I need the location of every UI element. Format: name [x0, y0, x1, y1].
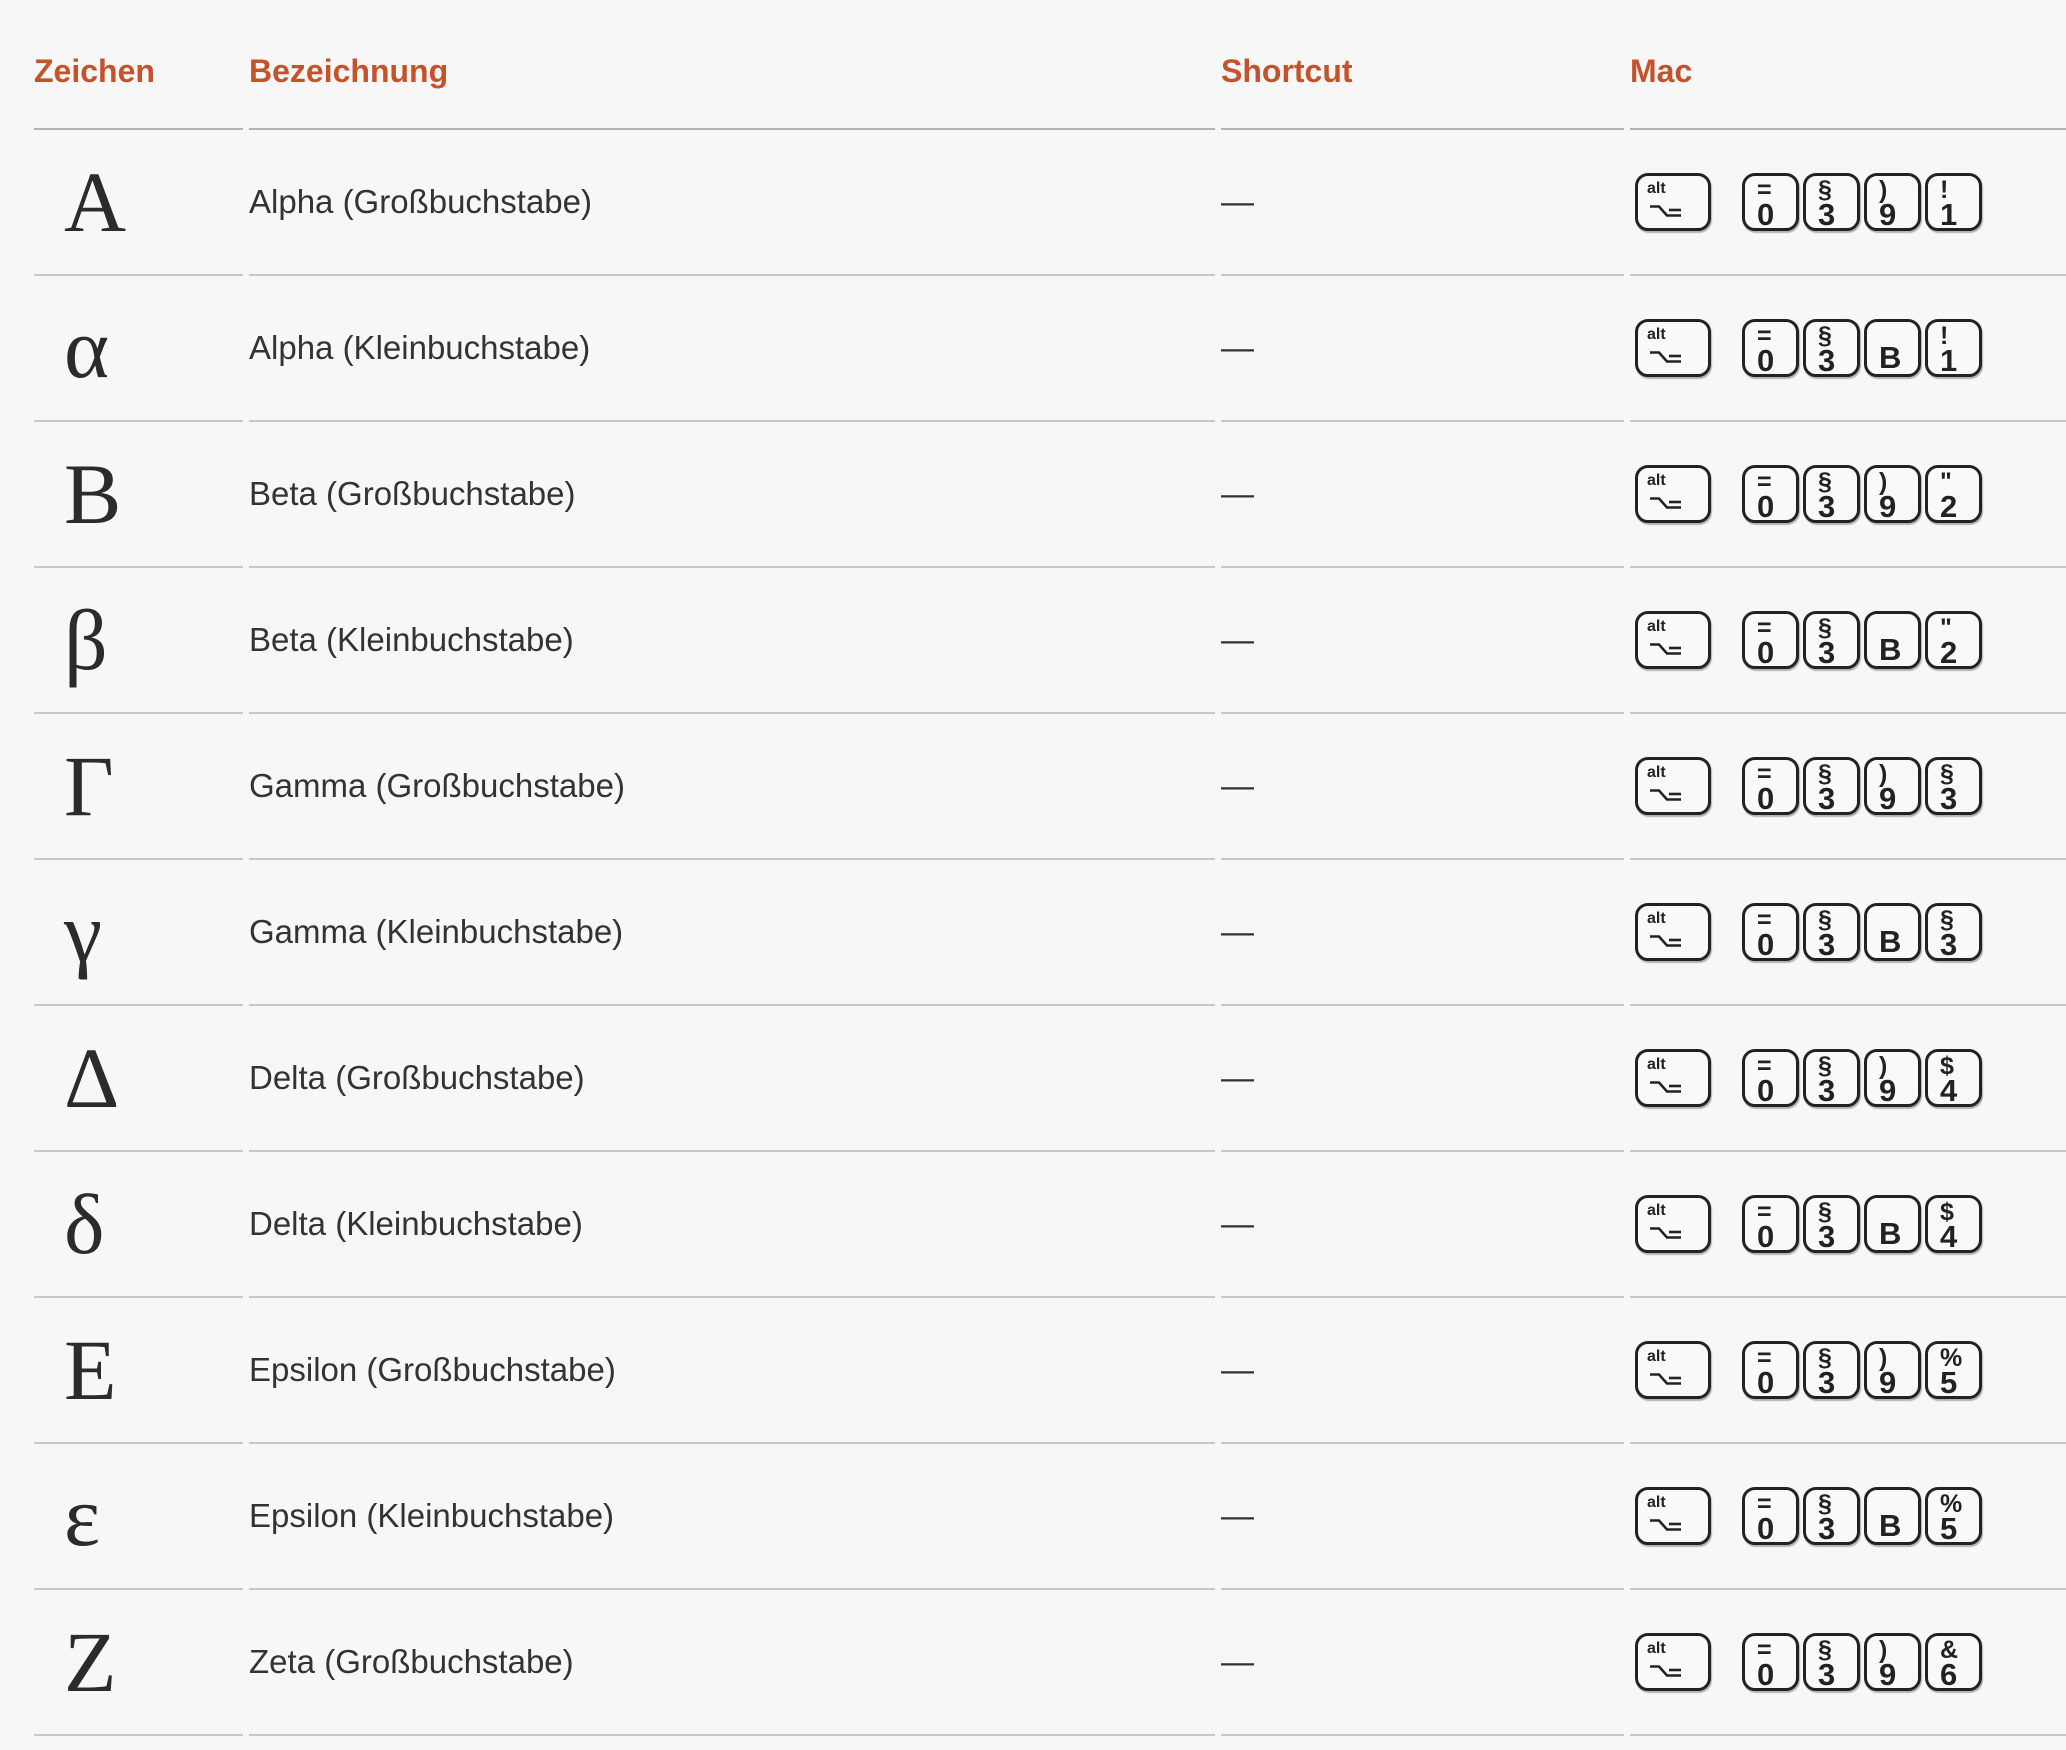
- keycap-shift-symbol: $: [1940, 1198, 1954, 1226]
- keycap-shift-symbol: =: [1757, 760, 1772, 788]
- letter-name-cell: Gamma (Großbuchstabe): [249, 714, 1215, 860]
- keycap: [1803, 1341, 1860, 1399]
- keycap-main-symbol: 1: [1940, 197, 1958, 232]
- alt-key: [1635, 173, 1711, 231]
- greek-letter-cell: Ε: [34, 1298, 243, 1444]
- greek-shortcuts-table: [28, 0, 2066, 1736]
- option-key-icon: [1648, 640, 1682, 658]
- keycap-shift-symbol: §: [1818, 1636, 1832, 1664]
- keycap: [1925, 1487, 1982, 1545]
- keycap-shift-symbol: §: [1818, 1344, 1832, 1372]
- option-key-icon: [1648, 786, 1682, 804]
- keycap-shift-symbol: ): [1879, 1344, 1888, 1372]
- keycap-shift-symbol: =: [1757, 1344, 1772, 1372]
- alt-key-label: alt: [1647, 1494, 1666, 1511]
- keycap: [1925, 1633, 1982, 1691]
- mac-shortcut-cell: [1630, 1006, 2066, 1152]
- keycap: [1803, 319, 1860, 377]
- keycap-shift-symbol: =: [1757, 1636, 1772, 1664]
- keycap: [1803, 173, 1860, 231]
- shortcut-cell: —: [1221, 130, 1624, 276]
- col-header-bezeichnung: Bezeichnung: [249, 0, 1215, 130]
- greek-letter-cell: α: [34, 276, 243, 422]
- keycap-main-symbol: 2: [1940, 489, 1958, 524]
- table-row: [34, 1444, 2066, 1590]
- keycap: [1864, 611, 1921, 669]
- mac-shortcut-cell: [1630, 568, 2066, 714]
- keycap: [1925, 1049, 1982, 1107]
- keycap: [1864, 1487, 1921, 1545]
- keycap: [1803, 1487, 1860, 1545]
- keycap: [1864, 1195, 1921, 1253]
- mac-shortcut-cell: [1630, 714, 2066, 860]
- keycap-shift-symbol: §: [1940, 906, 1954, 934]
- keycap-shift-symbol: §: [1818, 468, 1832, 496]
- keycap: [1925, 903, 1982, 961]
- keycap-main-symbol: 0: [1757, 1073, 1775, 1108]
- keycap-main-symbol: 3: [1818, 489, 1836, 524]
- alt-key-label: alt: [1647, 326, 1666, 343]
- mac-key-sequence: [1635, 319, 2066, 377]
- keycap: [1925, 319, 1982, 377]
- keycap-main-symbol: 3: [1818, 635, 1836, 670]
- alt-key-label: alt: [1647, 180, 1666, 197]
- table-row: [34, 1590, 2066, 1736]
- alt-key: [1635, 465, 1711, 523]
- keycap-main-symbol: B: [1879, 1508, 1902, 1543]
- option-key-icon: [1648, 348, 1682, 366]
- keycap-shift-symbol: §: [1818, 1198, 1832, 1226]
- keycap-shift-symbol: =: [1757, 176, 1772, 204]
- keycap-main-symbol: B: [1879, 1216, 1902, 1251]
- mac-key-sequence: [1635, 1633, 2066, 1691]
- keycap-main-symbol: 9: [1879, 489, 1897, 524]
- keycap-shift-symbol: §: [1818, 176, 1832, 204]
- keycap: [1742, 173, 1799, 231]
- keycap-main-symbol: 0: [1757, 1511, 1775, 1546]
- shortcut-cell: —: [1221, 1006, 1624, 1152]
- keycap-main-symbol: 0: [1757, 197, 1775, 232]
- col-header-shortcut: Shortcut: [1221, 0, 1624, 130]
- keycap-main-symbol: 1: [1940, 343, 1958, 378]
- shortcut-cell: —: [1221, 714, 1624, 860]
- greek-letter-cell: β: [34, 568, 243, 714]
- mac-shortcut-cell: [1630, 860, 2066, 1006]
- keycap: [1742, 1341, 1799, 1399]
- keycap-shift-symbol: ": [1940, 468, 1952, 496]
- alt-key: [1635, 1633, 1711, 1691]
- letter-name-cell: Delta (Großbuchstabe): [249, 1006, 1215, 1152]
- option-key-icon: [1648, 1078, 1682, 1096]
- keycap-main-symbol: 3: [1818, 781, 1836, 816]
- keycap-shift-symbol: ): [1879, 1052, 1888, 1080]
- keycap: [1803, 465, 1860, 523]
- keycap: [1742, 757, 1799, 815]
- keycap-shift-symbol: $: [1940, 1052, 1954, 1080]
- option-key-icon: [1648, 1516, 1682, 1534]
- greek-letter-cell: Β: [34, 422, 243, 568]
- mac-key-sequence: [1635, 1049, 2066, 1107]
- keycap: [1742, 903, 1799, 961]
- keycap: [1864, 1049, 1921, 1107]
- alt-key-label: alt: [1647, 1348, 1666, 1365]
- keycap-main-symbol: 0: [1757, 343, 1775, 378]
- keycap-main-symbol: 3: [1940, 781, 1958, 816]
- keycap: [1864, 173, 1921, 231]
- keycap-main-symbol: 0: [1757, 1365, 1775, 1400]
- keycap-shift-symbol: =: [1757, 468, 1772, 496]
- keycap-main-symbol: B: [1879, 340, 1902, 375]
- keycap: [1742, 465, 1799, 523]
- keycap-main-symbol: 0: [1757, 1657, 1775, 1692]
- keycap-main-symbol: 2: [1940, 635, 1958, 670]
- keycap-main-symbol: 3: [1818, 197, 1836, 232]
- keycap: [1925, 1195, 1982, 1253]
- greek-letter-cell: Α: [34, 130, 243, 276]
- keycap-main-symbol: 9: [1879, 197, 1897, 232]
- mac-shortcut-cell: [1630, 276, 2066, 422]
- mac-key-sequence: [1635, 903, 2066, 961]
- greek-letter-cell: Γ: [34, 714, 243, 860]
- keycap-shift-symbol: =: [1757, 906, 1772, 934]
- alt-key-label: alt: [1647, 618, 1666, 635]
- keycap: [1742, 319, 1799, 377]
- mac-key-sequence: [1635, 1341, 2066, 1399]
- table-row: [34, 422, 2066, 568]
- keycap: [1742, 1049, 1799, 1107]
- keycap-shift-symbol: §: [1818, 1052, 1832, 1080]
- keycap: [1925, 611, 1982, 669]
- keycap: [1925, 173, 1982, 231]
- keycap-main-symbol: 6: [1940, 1657, 1958, 1692]
- mac-shortcut-cell: [1630, 130, 2066, 276]
- keycap: [1864, 903, 1921, 961]
- mac-key-sequence: [1635, 1487, 2066, 1545]
- alt-key-label: alt: [1647, 1056, 1666, 1073]
- shortcut-cell: —: [1221, 1590, 1624, 1736]
- option-key-icon: [1648, 1224, 1682, 1242]
- mac-key-sequence: [1635, 465, 2066, 523]
- alt-key: [1635, 757, 1711, 815]
- keycap: [1925, 1341, 1982, 1399]
- keycap-shift-symbol: ): [1879, 1636, 1888, 1664]
- shortcut-cell: —: [1221, 1298, 1624, 1444]
- keycap: [1803, 1049, 1860, 1107]
- shortcut-cell: —: [1221, 1152, 1624, 1298]
- option-key-icon: [1648, 1662, 1682, 1680]
- alt-key-label: alt: [1647, 1640, 1666, 1657]
- shortcut-cell: —: [1221, 568, 1624, 714]
- greek-letter-cell: δ: [34, 1152, 243, 1298]
- mac-key-sequence: [1635, 611, 2066, 669]
- alt-key-label: alt: [1647, 472, 1666, 489]
- keycap-shift-symbol: &: [1940, 1636, 1959, 1664]
- keycap-main-symbol: 3: [1818, 1219, 1836, 1254]
- keycap-shift-symbol: %: [1940, 1344, 1963, 1372]
- letter-name-cell: Alpha (Großbuchstabe): [249, 130, 1215, 276]
- keycap-main-symbol: 0: [1757, 1219, 1775, 1254]
- keycap: [1742, 1633, 1799, 1691]
- shortcut-cell: —: [1221, 276, 1624, 422]
- table-row: [34, 568, 2066, 714]
- keycap-main-symbol: 3: [1818, 1511, 1836, 1546]
- greek-letter-cell: Δ: [34, 1006, 243, 1152]
- table-row: [34, 130, 2066, 276]
- keycap-main-symbol: 4: [1940, 1073, 1958, 1108]
- keycap-main-symbol: 3: [1818, 1365, 1836, 1400]
- alt-key: [1635, 1195, 1711, 1253]
- keycap: [1742, 611, 1799, 669]
- option-key-icon: [1648, 202, 1682, 220]
- mac-shortcut-cell: [1630, 1590, 2066, 1736]
- letter-name-cell: Beta (Großbuchstabe): [249, 422, 1215, 568]
- table-row: [34, 714, 2066, 860]
- keycap: [1803, 611, 1860, 669]
- keycap-shift-symbol: ): [1879, 176, 1888, 204]
- keycap-main-symbol: 0: [1757, 927, 1775, 962]
- keycap-main-symbol: 5: [1940, 1511, 1958, 1546]
- keycap: [1864, 319, 1921, 377]
- mac-shortcut-cell: [1630, 1444, 2066, 1590]
- shortcut-cell: —: [1221, 422, 1624, 568]
- keycap: [1803, 757, 1860, 815]
- keycap-shift-symbol: =: [1757, 322, 1772, 350]
- alt-key-label: alt: [1647, 1202, 1666, 1219]
- keycap: [1742, 1195, 1799, 1253]
- keycap: [1803, 903, 1860, 961]
- keycap-main-symbol: 0: [1757, 489, 1775, 524]
- header-row: [34, 0, 2066, 130]
- greek-letter-cell: γ: [34, 860, 243, 1006]
- letter-name-cell: Gamma (Kleinbuchstabe): [249, 860, 1215, 1006]
- alt-key: [1635, 319, 1711, 377]
- mac-key-sequence: [1635, 173, 2066, 231]
- keycap-main-symbol: 9: [1879, 781, 1897, 816]
- keycap-main-symbol: 0: [1757, 635, 1775, 670]
- keycap: [1803, 1633, 1860, 1691]
- alt-key: [1635, 611, 1711, 669]
- keycap-main-symbol: 4: [1940, 1219, 1958, 1254]
- letter-name-cell: Alpha (Kleinbuchstabe): [249, 276, 1215, 422]
- option-key-icon: [1648, 494, 1682, 512]
- alt-key: [1635, 1049, 1711, 1107]
- table-row: [34, 1006, 2066, 1152]
- keycap-shift-symbol: §: [1818, 1490, 1832, 1518]
- keycap-shift-symbol: !: [1940, 176, 1949, 204]
- keycap-shift-symbol: !: [1940, 322, 1949, 350]
- letter-name-cell: Epsilon (Großbuchstabe): [249, 1298, 1215, 1444]
- shortcut-cell: —: [1221, 1444, 1624, 1590]
- keycap-main-symbol: 9: [1879, 1365, 1897, 1400]
- keycap-shift-symbol: %: [1940, 1490, 1963, 1518]
- keycap-main-symbol: 3: [1818, 1657, 1836, 1692]
- alt-key-label: alt: [1647, 910, 1666, 927]
- keycap: [1925, 757, 1982, 815]
- keycap-main-symbol: 9: [1879, 1657, 1897, 1692]
- keycap-shift-symbol: =: [1757, 1052, 1772, 1080]
- alt-key: [1635, 1487, 1711, 1545]
- keycap-main-symbol: B: [1879, 632, 1902, 667]
- shortcut-cell: —: [1221, 860, 1624, 1006]
- option-key-icon: [1648, 1370, 1682, 1388]
- option-key-icon: [1648, 932, 1682, 950]
- keycap-shift-symbol: §: [1818, 322, 1832, 350]
- col-header-mac: Mac: [1630, 0, 2066, 130]
- keycap: [1864, 1633, 1921, 1691]
- keycap: [1925, 465, 1982, 523]
- table-row: [34, 860, 2066, 1006]
- greek-letter-cell: Ζ: [34, 1590, 243, 1736]
- table-body: [34, 130, 2066, 1736]
- col-header-zeichen: Zeichen: [34, 0, 243, 130]
- keycap-main-symbol: 5: [1940, 1365, 1958, 1400]
- greek-letter-cell: ε: [34, 1444, 243, 1590]
- keycap-shift-symbol: =: [1757, 614, 1772, 642]
- keycap-main-symbol: 9: [1879, 1073, 1897, 1108]
- keycap: [1864, 757, 1921, 815]
- keycap: [1864, 1341, 1921, 1399]
- keycap-shift-symbol: §: [1818, 906, 1832, 934]
- table-row: [34, 1298, 2066, 1444]
- keycap-shift-symbol: ): [1879, 760, 1888, 788]
- keycap-main-symbol: 3: [1940, 927, 1958, 962]
- keycap-main-symbol: B: [1879, 924, 1902, 959]
- keycap-main-symbol: 3: [1818, 343, 1836, 378]
- alt-key-label: alt: [1647, 764, 1666, 781]
- mac-shortcut-cell: [1630, 1152, 2066, 1298]
- keycap: [1864, 465, 1921, 523]
- alt-key: [1635, 1341, 1711, 1399]
- keycap-main-symbol: 3: [1818, 1073, 1836, 1108]
- keycap-shift-symbol: §: [1818, 614, 1832, 642]
- keycap-shift-symbol: =: [1757, 1198, 1772, 1226]
- keycap-shift-symbol: ): [1879, 468, 1888, 496]
- keycap-shift-symbol: §: [1940, 760, 1954, 788]
- mac-key-sequence: [1635, 757, 2066, 815]
- keycap-shift-symbol: §: [1818, 760, 1832, 788]
- letter-name-cell: Delta (Kleinbuchstabe): [249, 1152, 1215, 1298]
- mac-shortcut-cell: [1630, 1298, 2066, 1444]
- letter-name-cell: Zeta (Großbuchstabe): [249, 1590, 1215, 1736]
- table-row: [34, 276, 2066, 422]
- keycap-shift-symbol: ": [1940, 614, 1952, 642]
- mac-key-sequence: [1635, 1195, 2066, 1253]
- mac-shortcut-cell: [1630, 422, 2066, 568]
- keycap-main-symbol: 0: [1757, 781, 1775, 816]
- table-row: [34, 1152, 2066, 1298]
- letter-name-cell: Epsilon (Kleinbuchstabe): [249, 1444, 1215, 1590]
- keycap-shift-symbol: =: [1757, 1490, 1772, 1518]
- keycap: [1803, 1195, 1860, 1253]
- keycap-main-symbol: 3: [1818, 927, 1836, 962]
- letter-name-cell: Beta (Kleinbuchstabe): [249, 568, 1215, 714]
- keycap: [1742, 1487, 1799, 1545]
- alt-key: [1635, 903, 1711, 961]
